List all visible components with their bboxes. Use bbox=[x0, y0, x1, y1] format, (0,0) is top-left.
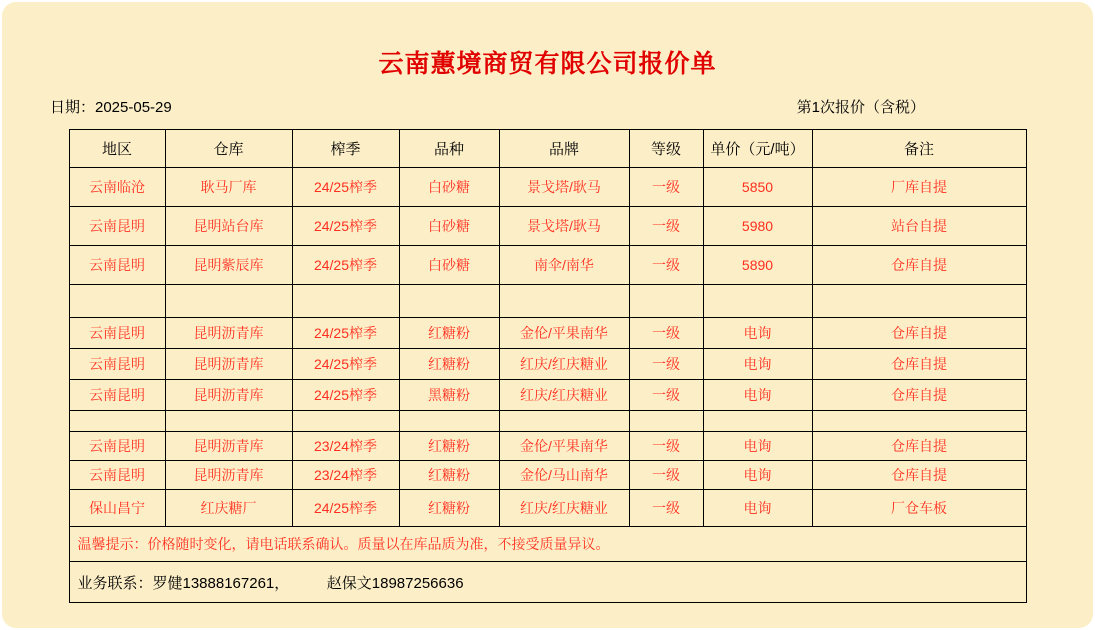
table-cell: 昆明站台库 bbox=[165, 207, 292, 246]
table-cell: 24/25榨季 bbox=[292, 207, 399, 246]
column-header: 等级 bbox=[629, 130, 703, 168]
table-cell: 红庆糖厂 bbox=[165, 490, 292, 527]
column-header: 单价（元/吨） bbox=[703, 130, 812, 168]
table-cell: 一级 bbox=[629, 207, 703, 246]
table-cell bbox=[69, 411, 165, 432]
table-cell: 景戈塔/耿马 bbox=[499, 207, 629, 246]
table-cell: 一级 bbox=[629, 168, 703, 207]
table-cell: 一级 bbox=[629, 432, 703, 461]
column-header: 地区 bbox=[69, 130, 165, 168]
table-cell: 金伦/平果南华 bbox=[499, 318, 629, 349]
table-cell bbox=[629, 411, 703, 432]
table-cell: 23/24榨季 bbox=[292, 432, 399, 461]
table-row bbox=[69, 349, 1026, 380]
table-cell: 一级 bbox=[629, 246, 703, 285]
table-cell: 仓库自提 bbox=[812, 461, 1026, 490]
table-cell: 电询 bbox=[703, 461, 812, 490]
table-cell: 昆明沥青库 bbox=[165, 380, 292, 411]
contact-text: 业务联系：罗健13888167261， 赵保文18987256636 bbox=[69, 562, 1026, 603]
table-cell bbox=[292, 285, 399, 318]
table-cell: 24/25榨季 bbox=[292, 380, 399, 411]
table-cell bbox=[812, 285, 1026, 318]
column-header: 备注 bbox=[812, 130, 1026, 168]
table-row bbox=[69, 246, 1026, 285]
table-row bbox=[69, 380, 1026, 411]
table-cell: 仓库自提 bbox=[812, 380, 1026, 411]
table-cell: 电询 bbox=[703, 432, 812, 461]
table-cell: 昆明沥青库 bbox=[165, 461, 292, 490]
table-cell: 24/25榨季 bbox=[292, 318, 399, 349]
contact-row bbox=[69, 562, 1026, 603]
table-cell: 一级 bbox=[629, 318, 703, 349]
table-cell: 一级 bbox=[629, 380, 703, 411]
table-cell bbox=[629, 285, 703, 318]
table-cell: 5980 bbox=[703, 207, 812, 246]
table-cell: 红糖粉 bbox=[399, 432, 499, 461]
table-cell: 站台自提 bbox=[812, 207, 1026, 246]
table-cell: 云南昆明 bbox=[69, 207, 165, 246]
table-cell: 24/25榨季 bbox=[292, 490, 399, 527]
table-cell bbox=[69, 285, 165, 318]
table-cell: 昆明沥青库 bbox=[165, 318, 292, 349]
quote-sheet bbox=[2, 2, 1093, 628]
notice-text: 温馨提示：价格随时变化，请电话联系确认。质量以在库品质为准，不接受质量异议。 bbox=[69, 527, 1026, 562]
table-body bbox=[69, 168, 1026, 527]
table-cell: 红庆/红庆糖业 bbox=[499, 380, 629, 411]
table-cell: 金伦/平果南华 bbox=[499, 432, 629, 461]
table-cell: 云南昆明 bbox=[69, 349, 165, 380]
table-cell: 一级 bbox=[629, 490, 703, 527]
quote-table bbox=[69, 129, 1027, 603]
meta-row bbox=[2, 96, 1093, 117]
column-header: 榨季 bbox=[292, 130, 399, 168]
empty-row bbox=[69, 411, 1026, 432]
table-cell: 红糖粉 bbox=[399, 490, 499, 527]
table-cell: 保山昌宁 bbox=[69, 490, 165, 527]
table-row bbox=[69, 207, 1026, 246]
table-cell bbox=[399, 411, 499, 432]
table-cell: 电询 bbox=[703, 490, 812, 527]
table-cell: 电询 bbox=[703, 349, 812, 380]
table-cell: 云南昆明 bbox=[69, 461, 165, 490]
table-cell: 厂仓车板 bbox=[812, 490, 1026, 527]
table-cell bbox=[499, 411, 629, 432]
table-row bbox=[69, 318, 1026, 349]
empty-row bbox=[69, 285, 1026, 318]
column-header: 品种 bbox=[399, 130, 499, 168]
table-cell: 昆明沥青库 bbox=[165, 432, 292, 461]
table-cell: 24/25榨季 bbox=[292, 349, 399, 380]
table-cell: 耿马厂库 bbox=[165, 168, 292, 207]
table-cell: 仓库自提 bbox=[812, 246, 1026, 285]
table-cell: 云南昆明 bbox=[69, 432, 165, 461]
table-cell: 仓库自提 bbox=[812, 318, 1026, 349]
table-cell: 24/25榨季 bbox=[292, 246, 399, 285]
table-cell: 一级 bbox=[629, 349, 703, 380]
table-cell: 白砂糖 bbox=[399, 168, 499, 207]
table-cell: 金伦/马山南华 bbox=[499, 461, 629, 490]
date-label: 日期：2025-05-29 bbox=[50, 99, 172, 116]
table-cell: 云南昆明 bbox=[69, 318, 165, 349]
header-row bbox=[69, 130, 1026, 168]
table-cell: 黑糖粉 bbox=[399, 380, 499, 411]
page-title: 云南蕙境商贸有限公司报价单 bbox=[378, 50, 717, 78]
table-cell bbox=[399, 285, 499, 318]
table-cell: 南伞/南华 bbox=[499, 246, 629, 285]
table-cell: 电询 bbox=[703, 318, 812, 349]
table-cell: 昆明沥青库 bbox=[165, 349, 292, 380]
notice-row bbox=[69, 527, 1026, 562]
table-cell: 5890 bbox=[703, 246, 812, 285]
table-cell: 5850 bbox=[703, 168, 812, 207]
table-cell bbox=[703, 285, 812, 318]
table-cell bbox=[165, 411, 292, 432]
quote-round-label: 第1次报价（含税） bbox=[796, 99, 925, 116]
table-cell: 云南临沧 bbox=[69, 168, 165, 207]
table-cell: 云南昆明 bbox=[69, 246, 165, 285]
table-cell: 厂库自提 bbox=[812, 168, 1026, 207]
table-cell: 仓库自提 bbox=[812, 349, 1026, 380]
table-cell: 红糖粉 bbox=[399, 349, 499, 380]
table-cell: 红糖粉 bbox=[399, 318, 499, 349]
column-header: 品牌 bbox=[499, 130, 629, 168]
table-cell: 红糖粉 bbox=[399, 461, 499, 490]
table-cell: 24/25榨季 bbox=[292, 168, 399, 207]
table-cell bbox=[165, 285, 292, 318]
table-cell: 白砂糖 bbox=[399, 207, 499, 246]
table-cell: 一级 bbox=[629, 461, 703, 490]
table-cell bbox=[703, 411, 812, 432]
table-cell bbox=[499, 285, 629, 318]
table-cell: 仓库自提 bbox=[812, 432, 1026, 461]
table-cell: 红庆/红庆糖业 bbox=[499, 490, 629, 527]
table-cell bbox=[812, 411, 1026, 432]
table-row bbox=[69, 461, 1026, 490]
table-row bbox=[69, 168, 1026, 207]
table-row bbox=[69, 490, 1026, 527]
table-cell bbox=[292, 411, 399, 432]
column-header: 仓库 bbox=[165, 130, 292, 168]
table-cell: 红庆/红庆糖业 bbox=[499, 349, 629, 380]
table-cell: 昆明紫辰库 bbox=[165, 246, 292, 285]
table-cell: 电询 bbox=[703, 380, 812, 411]
table-cell: 23/24榨季 bbox=[292, 461, 399, 490]
table-cell: 景戈塔/耿马 bbox=[499, 168, 629, 207]
table-cell: 白砂糖 bbox=[399, 246, 499, 285]
table-row bbox=[69, 432, 1026, 461]
table-cell: 云南昆明 bbox=[69, 380, 165, 411]
